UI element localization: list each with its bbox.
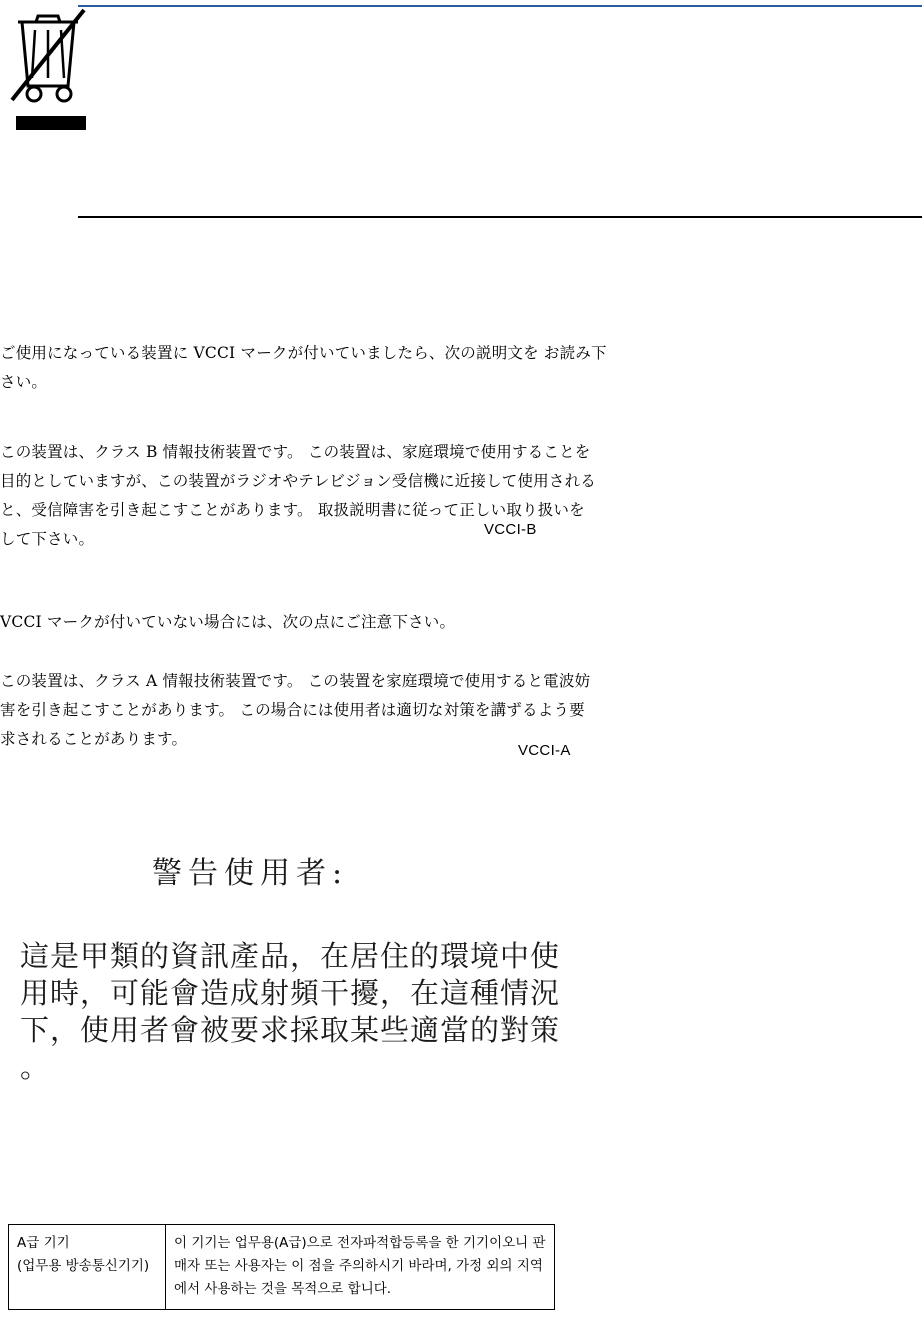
korea-class-line-1: A급 기기 [17,1235,70,1251]
vcci-b-label: VCCI-B [484,521,537,538]
vcci-class-a-statement: この装置は、クラス A 情報技術装置です。 この装置を家庭環境で使用すると電波妨害を引き起こすことがあります。 この場合には使用者は適切な対策を講ずるよう要求されることがあります。 [0,671,591,748]
korea-device-class-cell [9,1225,166,1310]
vcci-no-mark-note: VCCI マークが付いていない場合には、次の点にご注意下さい。 [0,612,456,631]
taiwan-warning-title: 警告使用者: [152,856,349,891]
weee-crossed-out-wheelie-bin-icon [8,8,92,136]
taiwan-warning-body: 這是甲類的資訊產品，在居住的環境中使用時，可能會造成射頻干擾，在這種情況下，使用者會被要求採取某些適當的對策 。 [20,939,561,1084]
korea-class-line-2: (업무용 방송통신기기) [17,1258,150,1274]
vcci-class-b-statement: この装置は、クラス B 情報技術装置です。 この装置は、家庭環境で使用することを目的としていますが、この装置がラジオやテレビジョン受信機に近接して使用されると、受信障害を引き起こすことがあります。 取扱説明書に従って正しい取り扱いをして下さい。 [0,442,596,548]
table-row [9,1225,555,1310]
section-divider [78,216,922,218]
korea-class-a-notice-table [8,1224,555,1310]
vcci-intro-text: ご使用になっている装置に VCCI マークが付いていましたら、次の説明文を お読み下さい。 [0,343,607,391]
vcci-a-label: VCCI-A [518,742,571,759]
korea-notice-text-cell: 이 기기는 업무용(A급)으로 전자파적합등록을 한 기기이오니 판매자 또는 사용자는 이 점을 주의하시기 바라며, 가정 외의 지역에서 사용하는 것을 목적으로 합니다. [166,1225,555,1310]
header-rule [78,5,922,7]
